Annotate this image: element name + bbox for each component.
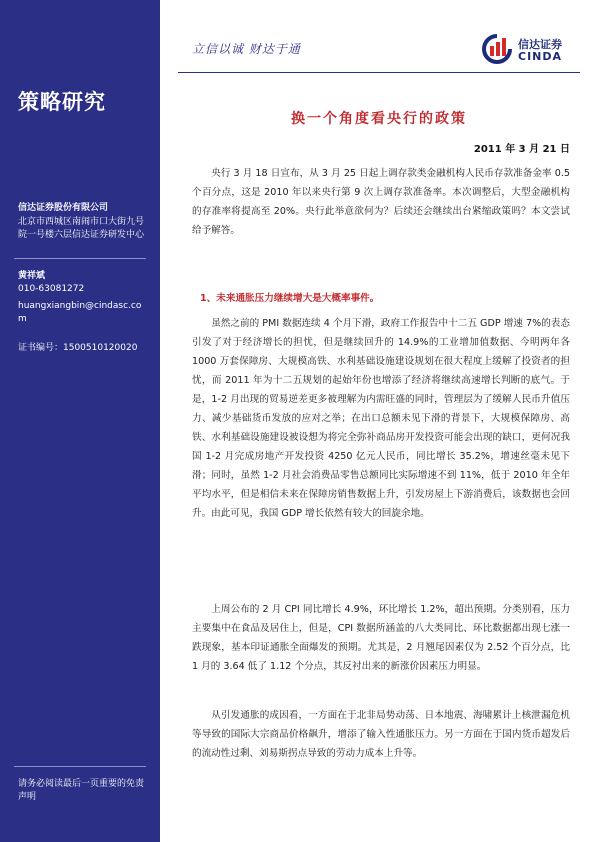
- paragraph-intro: 央行 3 月 18 日宣布，从 3 月 25 日起上调存款类金融机构人民币存款准备金率 0.5 个百分点，这是 2010 年以来央行第 9 次上调存款准备率。本次调整后，大型金融机构的存准率将提高至 20%。央行此举意欲何为？后续还会继续出台紧缩政策吗？本文尝试给予解答。: [192, 168, 570, 236]
- logo-english: CINDA: [518, 50, 563, 63]
- sidebar: [0, 0, 160, 842]
- report-date: 2011 年 3 月 21 日: [473, 144, 570, 155]
- paragraph-body: 虽然之前的 PMI 数据连续 4 个月下滑，政府工作报告中十二五 GDP 增速 7%的表态引发了对于经济增长的担忧，但是继续回升的 14.9%的工业增加值数据、今明两年各 1000 万套保障房、大规模高铁、水利基础设施建设规划在很大程度上缓解了投资者的担忧，而 2011 年为十二五规划的起始年份也增添了经济将继续高速增长判断的底气。于是，1-2 月出现的贸易逆差更多被理解为内需旺盛的同时，管理层为了缓解人民币升值压力、减少基础货币发放的应对之举；在出口总额未见下滑的背景下，大规模保障房、高铁、水利基础设施建设被设想为将完全弥补商品房开发投资可能会出现的缺口，更何况我国 1-2 月完成房地产开发投资 4250 亿元人民币，同比增长 35.2%，增速丝毫未见下滑；同时，虽然 1-2 月社会消费品零售总额同比实际增速不到 11%，低于 2010 年全年平均水平，但是相信未来在保障房销售数据上升，引发房屋上下游消费后，该数据也会回升。由此可见，我国 GDP 增长依然有较大的回旋余地。: [192, 318, 570, 519]
- sidebar-divider: [14, 258, 146, 259]
- section-heading-1: 1、未来通胀压力继续增大是大概率事件。: [200, 293, 380, 304]
- author-email[interactable]: huangxiangbin@cindasc.com: [18, 301, 142, 324]
- author-name: 黄祥斌: [18, 271, 46, 281]
- author-phone: 010-63081272: [18, 284, 85, 294]
- report-category: 策略研究: [18, 89, 106, 114]
- paragraph-body: 上周公布的 2 月 CPI 同比增长 4.9%，环比增长 1.2%，超出预期。分类别看，压力主要集中在食品及居住上，但是，CPI 数据所涵盖的八大类同比、环比数据都出现七涨一跌现象，基本印证通胀全面爆发的预期。尤其是，2 月翘尾因素仅为 2.52 个百分点，比 1 月的 3.64 低了 1.12 个分点，其反衬出来的新涨价因素压力明显。: [192, 604, 570, 672]
- paragraph-body: 从引发通胀的成因看，一方面在于北非局势动荡、日本地震、海啸累计上核泄漏危机等导致的国际大宗商品价格飙升，增添了输入性通胀压力。另一方面在于国内货币超发后的流动性过剩、刘易斯拐点导致的劳动力成本上升等。: [192, 710, 570, 759]
- cinda-logo: [480, 34, 590, 66]
- sidebar-divider: [14, 766, 146, 767]
- certificate-number: 证书编号：1500510120020: [18, 343, 138, 353]
- logo-chinese: 信达证券: [518, 38, 562, 51]
- company-name: 信达证券股份有限公司: [18, 203, 109, 213]
- company-address: 北京市西城区南闹市口大街九号院一号楼六层信达证券研发中心: [18, 217, 145, 240]
- header-rule: [178, 72, 580, 73]
- disclaimer-note: 请务必阅读最后一页重要的免责声明: [18, 779, 145, 802]
- report-title: 换一个角度看央行的政策: [291, 111, 467, 127]
- company-slogan: 立信以诚 财达于通: [192, 42, 301, 56]
- cinda-logo-icon: [480, 34, 514, 64]
